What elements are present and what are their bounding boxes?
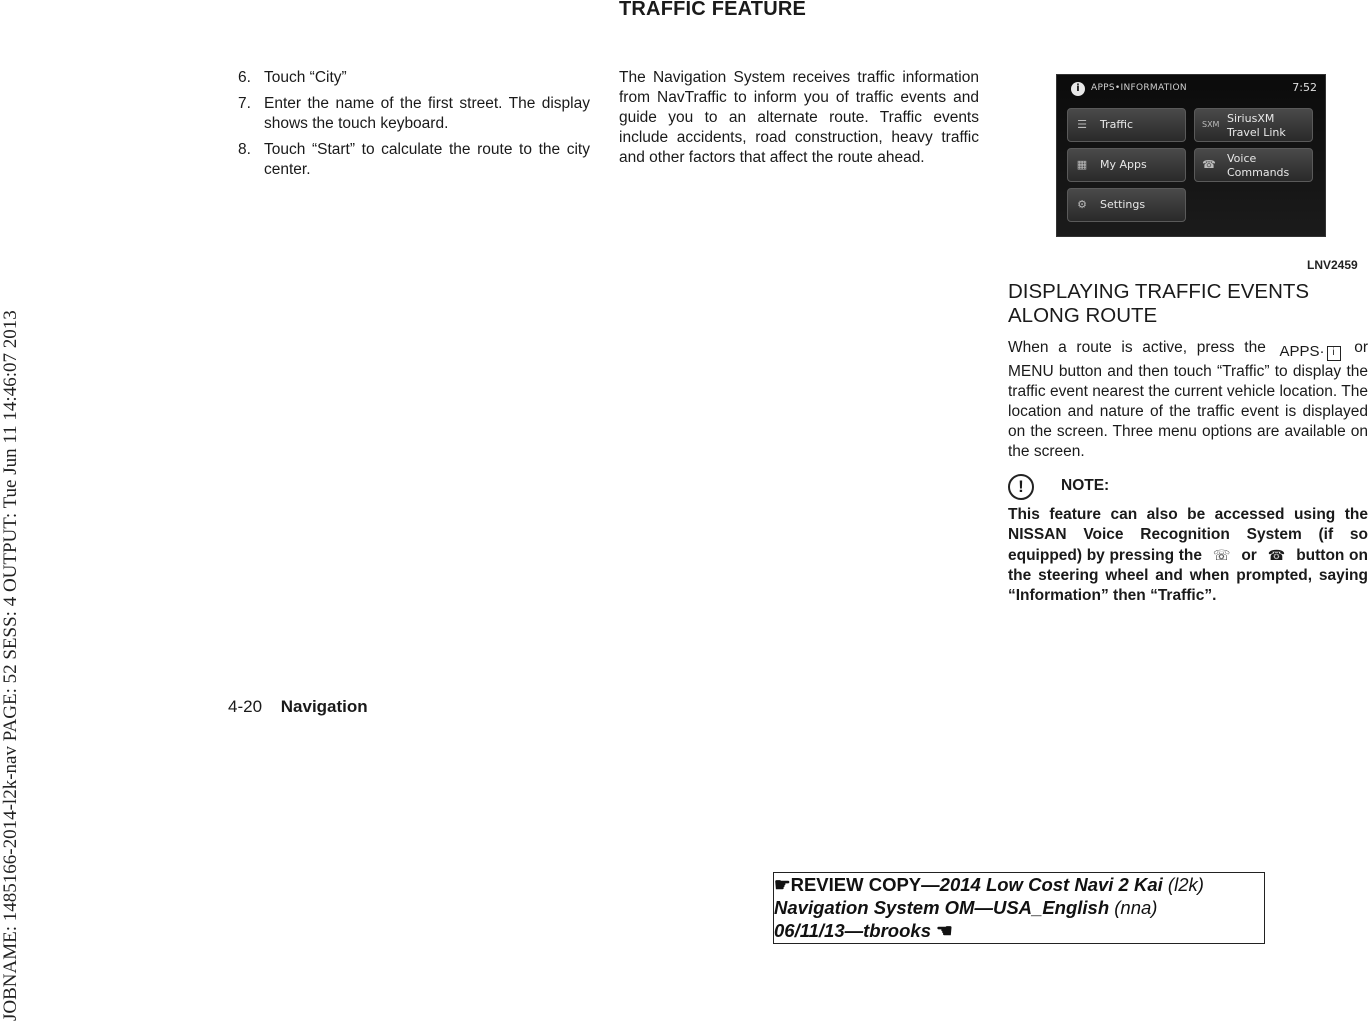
note-text: This feature can also be accessed using the NISSAN Voice Recognition System (if so equipped) by pressing the ☏ or ☎ button on the steering wheel and when prompted, saying “Information” then “Traffic”. [1008,506,1368,604]
list-item: 6. Touch “City” [238,69,347,86]
talk-button-alt-icon: ☎ [1267,547,1286,563]
apps-info-button-icon: APPS· i [1280,342,1341,362]
review-copy-box: ☛REVIEW COPY—2014 Low Cost Navi 2 Kai (l2k) Navigation System OM—USA_English (nna) 06/11/13—tbrooks ☚ [773,872,1265,944]
voice-icon: ☎ [1202,158,1216,171]
info-icon: i [1071,82,1085,96]
intro-paragraph: The Navigation System receives traffic information from NavTraffic to inform you of traffic events and guide you to an alternate route. Traffic events include accidents, road construction, heavy traffic and other factors that affect the route ahead. [619,69,979,166]
traffic-button[interactable]: ☰ Traffic [1067,108,1186,142]
screen-title: APPS•INFORMATION [1091,83,1187,93]
gear-icon: ⚙ [1077,198,1087,211]
note-header: ! NOTE: [1008,472,1368,502]
page-number: 4-20 [228,697,263,716]
exclamation-icon: ! [1008,474,1034,500]
footer-section: Navigation [280,697,368,716]
step-list [238,68,590,186]
figure-id: LNV2459 [1307,258,1358,272]
apps-info-screenshot [1056,74,1326,237]
screen-clock: 7:52 [1292,81,1317,94]
page-footer [228,697,368,717]
pointing-hand-icon: ☛ [774,874,791,895]
section-title: TRAFFIC FEATURE [619,0,807,20]
list-item: 8. Touch “Start” to calculate the route to the city center. [238,141,590,178]
list-item: 7. Enter the name of the first street. The display shows the touch keyboard. [238,95,590,132]
traffic-paragraph: When a route is active, press the APPS· i or MENU button and then touch “Traffic” to display the traffic event nearest the current vehicle location. The location and nature of the traffic event is displayed on the screen. Three menu options are available on the screen. [1008,339,1369,460]
traffic-icon: ☰ [1077,118,1087,131]
talk-button-icon: ☏ [1212,547,1231,563]
settings-button[interactable]: ⚙ Settings [1067,188,1186,222]
my-apps-button[interactable]: ▦ My Apps [1067,148,1186,182]
my-apps-icon: ▦ [1076,158,1088,171]
voice-commands-button[interactable]: ☎ Voice Commands [1194,148,1313,182]
screen-header [1057,75,1325,103]
pointing-hand-left-icon: ☚ [936,920,953,941]
siriusxm-travel-link-button[interactable]: SXM SiriusXM Travel Link [1194,108,1313,142]
section-heading: DISPLAYING TRAFFIC EVENTS ALONG ROUTE [1008,280,1310,327]
siriusxm-icon: SXM [1202,120,1220,129]
